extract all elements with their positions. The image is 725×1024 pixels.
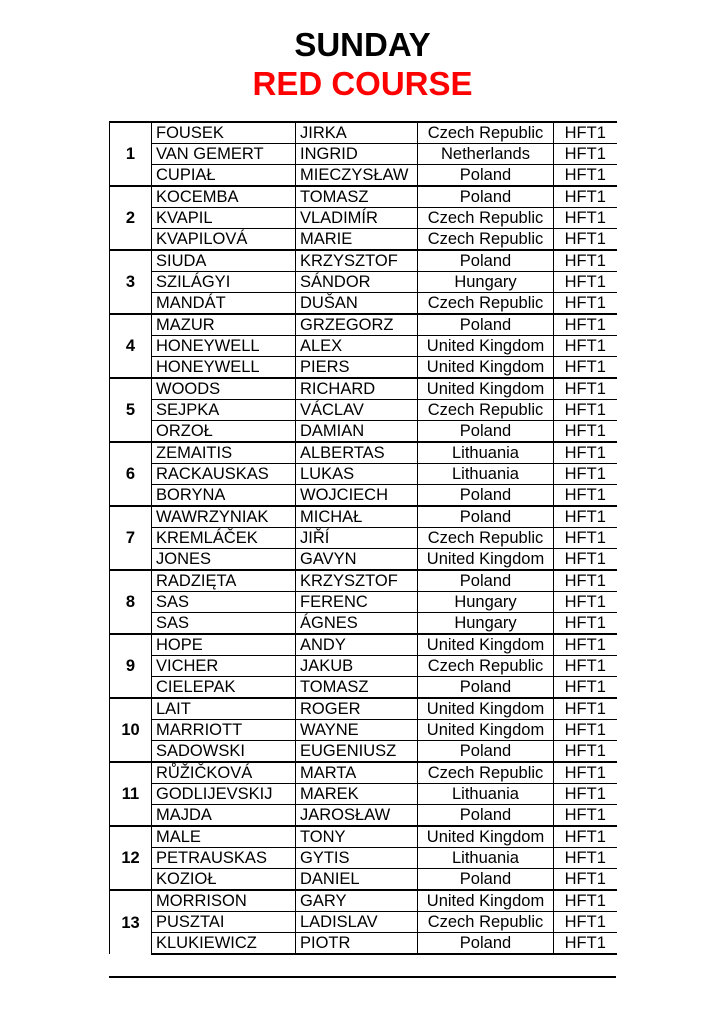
firstname-cell: ROGER [296,698,418,720]
group-number: 8 [110,570,152,634]
class-cell: HFT1 [554,528,617,549]
surname-cell: SIUDA [152,250,296,272]
table-row [110,378,617,400]
country-cell: Poland [418,250,554,272]
surname-cell: SZILÁGYI [152,272,296,293]
surname-cell: SAS [152,592,296,613]
class-cell: HFT1 [554,826,617,848]
surname-cell: HONEYWELL [152,357,296,379]
country-cell: Lithuania [418,464,554,485]
table-row [110,762,617,784]
country-cell: United Kingdom [418,634,554,656]
class-cell: HFT1 [554,272,617,293]
table-row [110,485,617,507]
group-number: 11 [110,762,152,826]
class-cell: HFT1 [554,229,617,251]
country-cell: United Kingdom [418,336,554,357]
class-cell: HFT1 [554,741,617,763]
country-cell: Poland [418,805,554,827]
firstname-cell: GRZEGORZ [296,314,418,336]
class-cell: HFT1 [554,869,617,891]
firstname-cell: ALEX [296,336,418,357]
firstname-cell: SÁNDOR [296,272,418,293]
country-cell: Poland [418,677,554,699]
country-cell: Hungary [418,592,554,613]
surname-cell: KVAPILOVÁ [152,229,296,251]
firstname-cell: RICHARD [296,378,418,400]
group-number: 4 [110,314,152,378]
country-cell: Czech Republic [418,912,554,933]
table-row [110,656,617,677]
firstname-cell: DAMIAN [296,421,418,443]
firstname-cell: VÁCLAV [296,400,418,421]
surname-cell: SADOWSKI [152,741,296,763]
table-row [110,698,617,720]
class-cell: HFT1 [554,656,617,677]
table-row [110,421,617,443]
surname-cell: RADZIĘTA [152,570,296,592]
table-row [110,506,617,528]
country-cell: Poland [418,933,554,955]
firstname-cell: TONY [296,826,418,848]
surname-cell: HOPE [152,634,296,656]
country-cell: United Kingdom [418,378,554,400]
class-cell: HFT1 [554,122,617,144]
firstname-cell: JAKUB [296,656,418,677]
table-row [110,208,617,229]
class-cell: HFT1 [554,357,617,379]
class-cell: HFT1 [554,805,617,827]
group-number: 1 [110,122,152,186]
page-title-course: RED COURSE [252,65,473,102]
country-cell: Czech Republic [418,208,554,229]
surname-cell: CUPIAŁ [152,165,296,187]
surname-cell: FOUSEK [152,122,296,144]
group-number: 3 [110,250,152,314]
firstname-cell: ANDY [296,634,418,656]
surname-cell: MANDÁT [152,293,296,315]
firstname-cell: MICHAŁ [296,506,418,528]
class-cell: HFT1 [554,485,617,507]
firstname-cell: JIRKA [296,122,418,144]
class-cell: HFT1 [554,890,617,912]
table-row [110,229,617,251]
class-cell: HFT1 [554,634,617,656]
country-cell: Poland [418,506,554,528]
surname-cell: JONES [152,549,296,571]
groups-table [109,121,617,955]
class-cell: HFT1 [554,250,617,272]
firstname-cell: INGRID [296,144,418,165]
firstname-cell: GAVYN [296,549,418,571]
firstname-cell: DANIEL [296,869,418,891]
table-row [110,250,617,272]
surname-cell: VICHER [152,656,296,677]
firstname-cell: MARIE [296,229,418,251]
surname-cell: MAJDA [152,805,296,827]
table-row [110,357,617,379]
group-number: 13 [110,890,152,954]
table-row [110,314,617,336]
table-row [110,677,617,699]
firstname-cell: TOMASZ [296,677,418,699]
class-cell: HFT1 [554,762,617,784]
table-row [110,464,617,485]
firstname-cell: FERENC [296,592,418,613]
firstname-cell: LADISLAV [296,912,418,933]
surname-cell: PUSZTAI [152,912,296,933]
firstname-cell: GYTIS [296,848,418,869]
surname-cell: LAIT [152,698,296,720]
surname-cell: KOCEMBA [152,186,296,208]
class-cell: HFT1 [554,912,617,933]
table-row [110,293,617,315]
country-cell: Netherlands [418,144,554,165]
country-cell: Czech Republic [418,656,554,677]
table-row [110,784,617,805]
surname-cell: PETRAUSKAS [152,848,296,869]
country-cell: Poland [418,421,554,443]
firstname-cell: PIOTR [296,933,418,955]
country-cell: Czech Republic [418,762,554,784]
table-row [110,122,617,144]
country-cell: Poland [418,314,554,336]
country-cell: Poland [418,186,554,208]
firstname-cell: JIŘÍ [296,528,418,549]
firstname-cell: MIECZYSŁAW [296,165,418,187]
table-row [110,272,617,293]
table-row [110,400,617,421]
table-row [110,741,617,763]
country-cell: United Kingdom [418,549,554,571]
table-row [110,890,617,912]
class-cell: HFT1 [554,570,617,592]
table-row [110,634,617,656]
firstname-cell: TOMASZ [296,186,418,208]
bottom-rule [109,976,616,978]
table-row [110,528,617,549]
class-cell: HFT1 [554,933,617,955]
surname-cell: VAN GEMERT [152,144,296,165]
country-cell: Poland [418,570,554,592]
firstname-cell: KRZYSZTOF [296,570,418,592]
firstname-cell: JAROSŁAW [296,805,418,827]
firstname-cell: MARTA [296,762,418,784]
firstname-cell: ÁGNES [296,613,418,635]
firstname-cell: MAREK [296,784,418,805]
country-cell: United Kingdom [418,890,554,912]
group-number: 12 [110,826,152,890]
class-cell: HFT1 [554,314,617,336]
table-row [110,912,617,933]
group-number: 7 [110,506,152,570]
table-row [110,805,617,827]
class-cell: HFT1 [554,293,617,315]
group-number: 2 [110,186,152,250]
group-number: 10 [110,698,152,762]
surname-cell: MARRIOTT [152,720,296,741]
surname-cell: ORZOŁ [152,421,296,443]
table-row [110,613,617,635]
class-cell: HFT1 [554,336,617,357]
firstname-cell: GARY [296,890,418,912]
surname-cell: KLUKIEWICZ [152,933,296,955]
surname-cell: GODLIJEVSKIJ [152,784,296,805]
surname-cell: KOZIOŁ [152,869,296,891]
class-cell: HFT1 [554,613,617,635]
firstname-cell: WAYNE [296,720,418,741]
surname-cell: WAWRZYNIAK [152,506,296,528]
surname-cell: ZEMAITIS [152,442,296,464]
country-cell: Czech Republic [418,229,554,251]
table-row [110,165,617,187]
class-cell: HFT1 [554,378,617,400]
surname-cell: KREMLÁČEK [152,528,296,549]
country-cell: Czech Republic [418,400,554,421]
surname-cell: MALE [152,826,296,848]
surname-cell: CIELEPAK [152,677,296,699]
surname-cell: SAS [152,613,296,635]
country-cell: Poland [418,869,554,891]
class-cell: HFT1 [554,506,617,528]
table-row [110,592,617,613]
class-cell: HFT1 [554,144,617,165]
group-number: 9 [110,634,152,698]
class-cell: HFT1 [554,208,617,229]
table-row [110,869,617,891]
page-title-day: SUNDAY [294,26,431,63]
surname-cell: SEJPKA [152,400,296,421]
class-cell: HFT1 [554,442,617,464]
country-cell: Lithuania [418,784,554,805]
country-cell: United Kingdom [418,826,554,848]
class-cell: HFT1 [554,677,617,699]
table-row [110,336,617,357]
table-row [110,826,617,848]
surname-cell: WOODS [152,378,296,400]
surname-cell: HONEYWELL [152,336,296,357]
country-cell: Czech Republic [418,528,554,549]
groups-table-body [110,122,617,954]
class-cell: HFT1 [554,720,617,741]
country-cell: Czech Republic [418,293,554,315]
table-row [110,549,617,571]
surname-cell: RACKAUSKAS [152,464,296,485]
class-cell: HFT1 [554,165,617,187]
group-number: 5 [110,378,152,442]
class-cell: HFT1 [554,698,617,720]
table-row [110,442,617,464]
class-cell: HFT1 [554,784,617,805]
surname-cell: BORYNA [152,485,296,507]
country-cell: Hungary [418,613,554,635]
country-cell: Hungary [418,272,554,293]
surname-cell: MORRISON [152,890,296,912]
firstname-cell: EUGENIUSZ [296,741,418,763]
country-cell: Lithuania [418,442,554,464]
class-cell: HFT1 [554,848,617,869]
table-row [110,186,617,208]
table-row [110,720,617,741]
firstname-cell: VLADIMÍR [296,208,418,229]
firstname-cell: LUKAS [296,464,418,485]
class-cell: HFT1 [554,549,617,571]
class-cell: HFT1 [554,400,617,421]
surname-cell: MAZUR [152,314,296,336]
firstname-cell: WOJCIECH [296,485,418,507]
class-cell: HFT1 [554,421,617,443]
table-row [110,570,617,592]
country-cell: Czech Republic [418,122,554,144]
country-cell: Lithuania [418,848,554,869]
class-cell: HFT1 [554,464,617,485]
class-cell: HFT1 [554,186,617,208]
firstname-cell: DUŠAN [296,293,418,315]
firstname-cell: KRZYSZTOF [296,250,418,272]
country-cell: Poland [418,485,554,507]
surname-cell: KVAPIL [152,208,296,229]
group-number: 6 [110,442,152,506]
surname-cell: RŮŽIČKOVÁ [152,762,296,784]
country-cell: Poland [418,165,554,187]
table-row [110,933,617,955]
firstname-cell: PIERS [296,357,418,379]
table-row [110,144,617,165]
country-cell: Poland [418,741,554,763]
class-cell: HFT1 [554,592,617,613]
country-cell: United Kingdom [418,357,554,379]
country-cell: United Kingdom [418,698,554,720]
country-cell: United Kingdom [418,720,554,741]
firstname-cell: ALBERTAS [296,442,418,464]
table-row [110,848,617,869]
